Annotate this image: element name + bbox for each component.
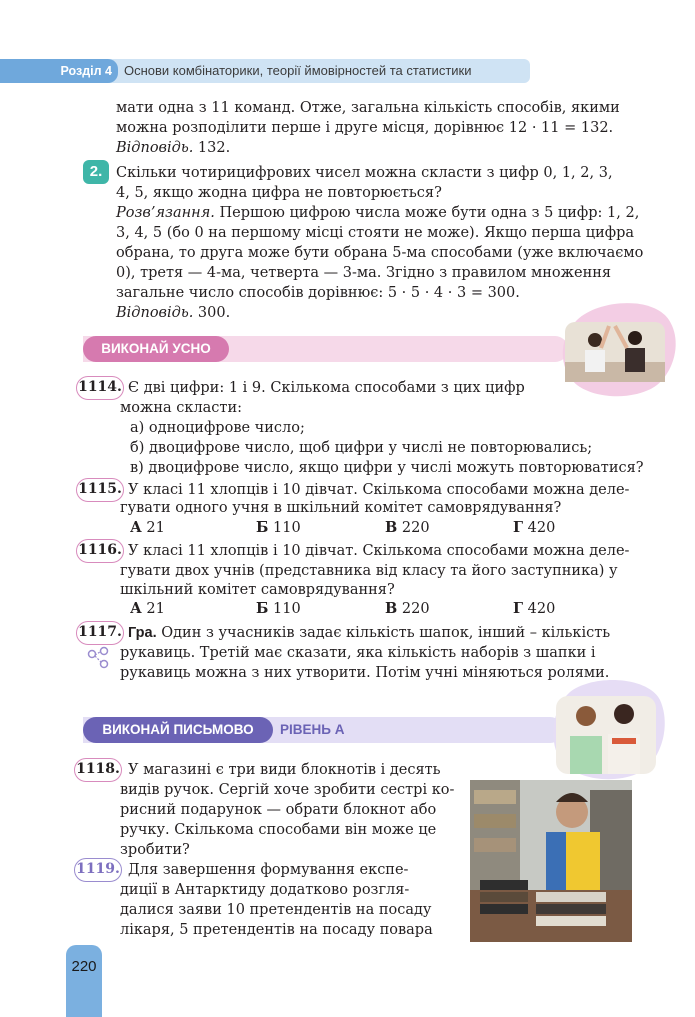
exercise-1114-number: 1114. xyxy=(76,376,124,400)
exercise-1119-line-2: диції в Антарктиду додатково розгля- xyxy=(120,882,410,898)
example-solution-line-5: загальне число способів дорівнює: 5 · 5 · 4 · 3 = 300. xyxy=(116,285,520,301)
exercise-1114-line-1: Є дві цифри: 1 і 9. Скількома способами з цих цифр xyxy=(128,380,525,396)
oral-banner-label: ВИКОНАЙ УСНО xyxy=(83,336,229,362)
exercise-1115-option-a: А 21 xyxy=(130,519,165,536)
example-number-badge: 2. xyxy=(83,160,109,184)
exercise-1118-line-4: ручку. Скількома способами він може це xyxy=(120,822,437,838)
exercise-1119-line-1: Для завершення формування експе- xyxy=(128,862,409,878)
shop-notebooks-photo xyxy=(470,780,632,942)
example-solution-line-3: обрана, то друга може бути обрана 5-ма способами (уже включаємо xyxy=(116,245,644,261)
exercise-1115-option-c: В 220 xyxy=(385,519,430,536)
intro-line-2: можна розподілити перше і друге місця, дорівнює 12 · 11 = 132. xyxy=(116,120,614,136)
exercise-1114-line-2: можна скласти: xyxy=(120,400,242,416)
exercise-1119-line-4: лікаря, 5 претендентів на посаду повара xyxy=(120,922,433,938)
exercise-1115-option-b: Б 110 xyxy=(256,519,301,536)
exercise-1116-option-a: А 21 xyxy=(130,600,165,617)
intro-answer: Відповідь. 132. xyxy=(116,140,231,156)
students-laptop-photo xyxy=(548,678,666,782)
exercise-1119-line-3: далися заяви 10 претендентів на посаду xyxy=(120,902,432,918)
exercise-1115-option-d: Г 420 xyxy=(513,519,556,536)
page-number-tab xyxy=(66,945,102,1017)
page-number: 220 xyxy=(71,958,97,975)
level-label: РІВЕНЬ А xyxy=(280,722,345,737)
exercise-1114-item-c: в) двоцифрове число, якщо цифри у числі можуть повторюватися? xyxy=(130,460,644,476)
intro-line-1: мати одна з 11 команд. Отже, загальна кількість способів, якими xyxy=(116,100,620,116)
exercise-1114-item-a: а) одноцифрове число; xyxy=(130,420,305,436)
chapter-title: Основи комбінаторики, теорії ймовірностей та статистики xyxy=(124,63,472,78)
exercise-1118-line-2: видів ручок. Сергій хоче зробити сестрі ко- xyxy=(120,782,455,798)
example-solution-line-1: Розв’язання. Першою цифрою числа може бути одна з 5 цифр: 1, 2, xyxy=(116,205,640,221)
exercise-1118-line-3: рисний подарунок — обрати блокнот або xyxy=(120,802,437,818)
exercise-1115-number: 1115. xyxy=(76,478,124,502)
exercise-1116-option-b: Б 110 xyxy=(256,600,301,617)
exercise-1117-number: 1117. xyxy=(76,621,124,645)
example-solution-line-4: 0), третя — 4-ма, четверта — 3-ма. Згідно з правилом множення xyxy=(116,265,612,281)
exercise-1119-number: 1119. xyxy=(74,858,122,882)
exercise-1116-option-c: В 220 xyxy=(385,600,430,617)
exercise-1118-number: 1118. xyxy=(74,758,122,782)
exercise-1116-line-1: У класі 11 хлопців і 10 дівчат. Скількома способами можна деле- xyxy=(128,543,630,559)
exercise-1115-line-2: гувати одного учня в шкільний комітет самоврядування? xyxy=(120,500,562,516)
exercise-1118-line-1: У магазині є три види блокнотів і десять xyxy=(128,762,441,778)
example-answer: Відповідь. 300. xyxy=(116,305,231,321)
exercise-1116-line-3: шкільний комітет самоврядування? xyxy=(120,582,395,598)
exercise-1116-line-2: гувати двох учнів (представника від класу та його заступника) у xyxy=(120,563,618,579)
exercise-1116-number: 1116. xyxy=(76,539,124,563)
exercise-1114-item-b: б) двоцифрове число, щоб цифри у числі не повторювались; xyxy=(130,440,593,456)
exercise-1116-option-d: Г 420 xyxy=(513,600,556,617)
example-question-line-1: Скільки чотирицифрових чисел можна скласти з цифр 0, 1, 2, 3, xyxy=(116,165,613,181)
exercise-1117-line-1: Гра. Один з учасників задає кількість шапок, інший – кількість xyxy=(128,625,611,641)
exercise-1118-line-5: зробити? xyxy=(120,842,190,858)
written-banner-label: ВИКОНАЙ ПИСЬМОВО xyxy=(83,717,273,743)
group-work-icon xyxy=(86,646,112,670)
section-label: Розділ 4 xyxy=(0,59,118,83)
example-question-line-2: 4, 5, якщо жодна цифра не повторюється? xyxy=(116,185,442,201)
example-solution-line-2: 3, 4, 5 (бо 0 на першому місці стояти не може). Якщо перша цифра xyxy=(116,225,635,241)
exercise-1117-line-3: рукавиць можна з них утворити. Потім учні міняються ролями. xyxy=(120,665,610,681)
exercise-1115-line-1: У класі 11 хлопців і 10 дівчат. Скількома способами можна деле- xyxy=(128,482,630,498)
students-high-five-photo xyxy=(557,300,677,400)
exercise-1117-line-2: рукавиць. Третій має сказати, яка кількість наборів з шапки і xyxy=(120,645,596,661)
